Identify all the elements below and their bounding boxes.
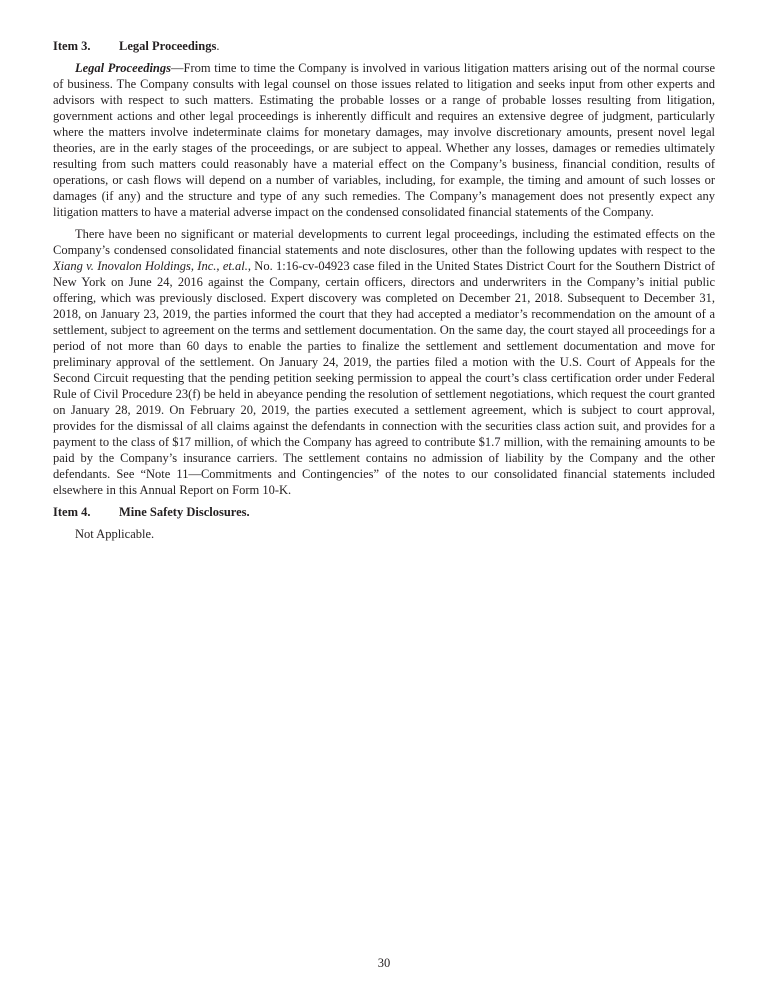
document-page xyxy=(53,38,715,548)
litigation-update-paragraph xyxy=(53,226,715,498)
mine-safety-paragraph: Not Applicable. xyxy=(75,527,155,541)
legal-proceedings-paragraph xyxy=(53,60,715,220)
item-4-title: Mine Safety Disclosures. xyxy=(119,505,250,519)
litigation-update-intro: There have been no significant or material developments to current legal proceedings, including the estimated effects on the Company’s condensed consolidated financial statements and note disclosures, other than the following updates with respect to the xyxy=(53,227,715,257)
legal-proceedings-lead: Legal Proceedings xyxy=(75,61,171,75)
case-name: Xiang v. Inovalon Holdings, Inc., et.al. xyxy=(53,259,248,273)
page-number: 30 xyxy=(377,956,391,970)
legal-proceedings-body: —From time to time the Company is involved in various litigation matters arising out of the normal course of business. The Company consults with legal counsel on those issues related to litigation and seeks input from other experts and advisors with respect to such matters. Estimating the probable losses or a range of probable losses resulting from litigation, government actions and other legal proceedings is inherently difficult and requires an extensive degree of judgment, particularly where the matters involve indeterminate claims for monetary damages, may involve discretionary amounts, present novel legal theories, are in the early stages of the proceedings, or are subject to appeal. Whether any losses, damages or remedies ultimately resulting from such matters could reasonably have a material effect on the Company’s business, financial condition, results of operations, or cash flows will depend on a number of variables, including, for example, the timing and amount of such losses or damages (if any) and the structure and type of any such remedies. The Company’s management does not presently expect any litigation matters to have a material adverse impact on the condensed consolidated financial statements of the Company. xyxy=(53,61,715,219)
item-3-title: Legal Proceedings xyxy=(119,39,217,53)
item-4-heading xyxy=(53,504,715,520)
item-4-number: Item 4. xyxy=(53,505,91,519)
item-3-title-punct: . xyxy=(216,39,220,53)
litigation-update-body: , No. 1:16-cv-04923 case filed in the United States District Court for the Southern District of New York on June 24, 2016 against the Company, certain officers, directors and underwriters in the Company’s initial public offering, which was previously disclosed. Expert discovery was completed on December 21, 2018. Subsequent to December 31, 2018, on January 23, 2019, the parties informed the court that they had accepted a mediator’s recommendation on the amount of a settlement, subject to agreement on the terms and settlement documentation. On the same day, the court stayed all proceedings for a period of not more than 60 days to enable the parties to finalize the settlement and settlement documentation and move for preliminary approval of the settlement. On January 24, 2019, the parties filed a motion with the U.S. Court of Appeals for the Second Circuit requesting that the pending petition seeking permission to appeal the court’s class certification order under Federal Rule of Civil Procedure 23(f) be held in abeyance pending the resolution of settlement negotiations, which request the court granted on January 28, 2019. On February 20, 2019, the parties executed a settlement agreement, which is subject to court approval, provides for the dismissal of all claims against the defendants in connection with the securities class action suit, and provides for a payment to the class of $17 million, of which the Company has agreed to contribute $1.7 million, with the remaining amounts to be paid by the Company’s insurance carriers. The settlement contains no admission of liability by the Company and the other defendants. See “Note 11—Commitments and Contingencies” of the notes to our consolidated financial statements included elsewhere in this Annual Report on Form 10-K. xyxy=(53,259,715,497)
item-3-heading xyxy=(53,38,715,54)
item-3-number: Item 3. xyxy=(53,39,91,53)
